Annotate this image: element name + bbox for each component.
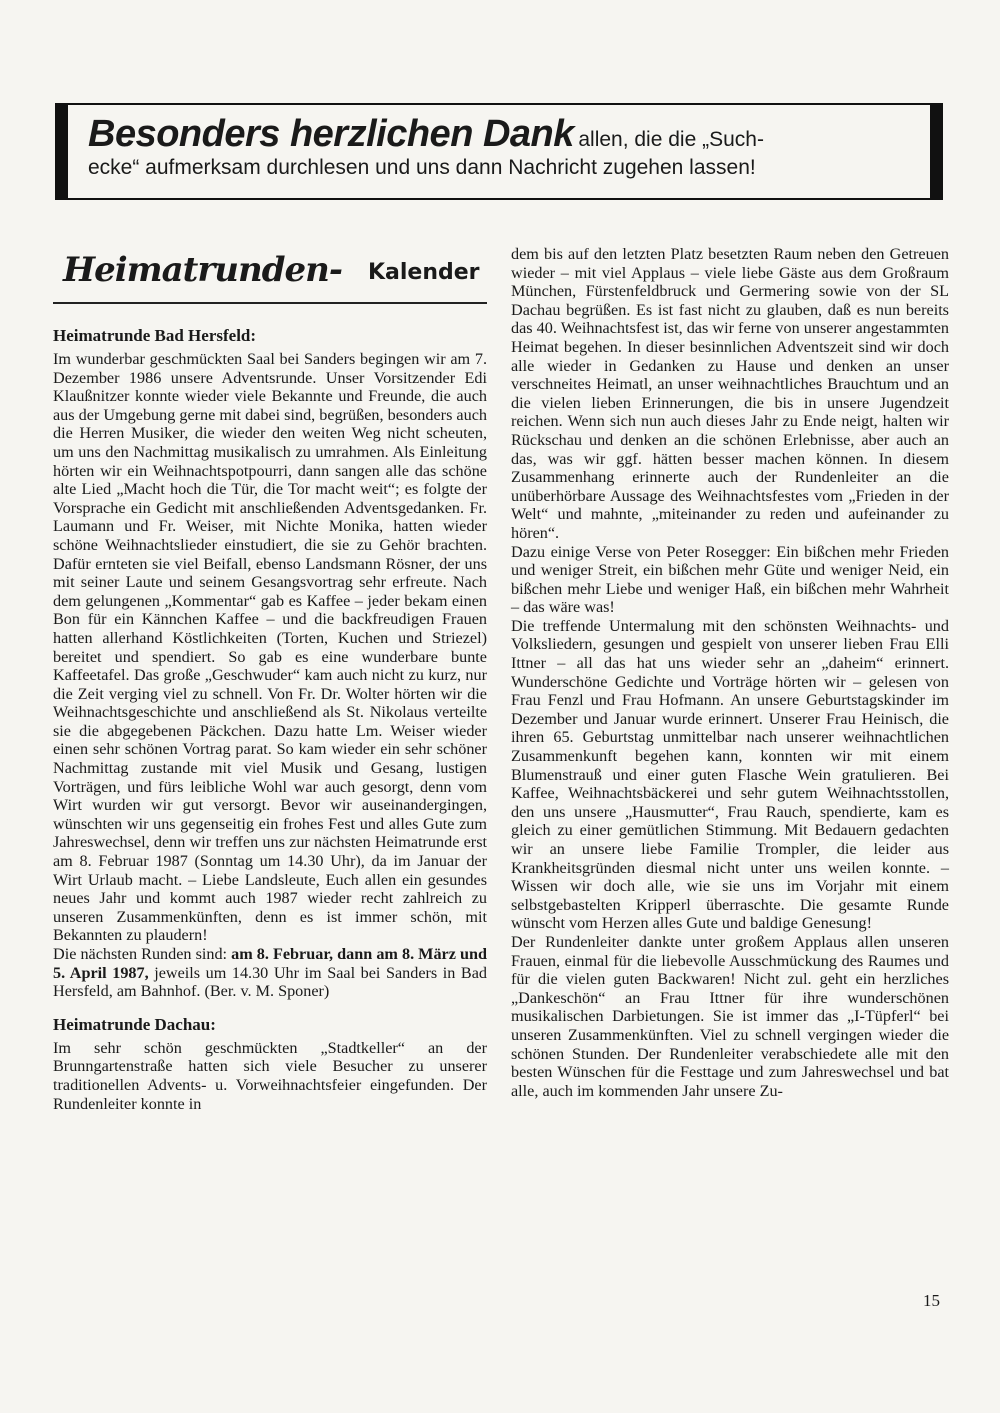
section-body-dachau-left: Im sehr schön geschmückten „Stadtkeller“ an der Brunngartenstraße hatten sich viele Besucher zu unserer traditionellen Advents- u. Vorweihnachtsfeier eingefunden. Der Rundenleiter konnte in	[53, 1038, 487, 1113]
next-meetings-dates: am 8. Februar, dann am 8. März und 5. April 1987,	[53, 945, 488, 982]
banner-line1: allen, die die „Such-	[578, 128, 764, 151]
next-meetings	[53, 945, 487, 1001]
dachau-paragraph-4: Der Rundenleiter dankte unter großem Applaus allen unseren Frauen, einmal für die liebevolle Ausschmückung des Raumes und für die vielen guten Backwaren! Nicht zul. geht ein herzliches „Dankeschön“ an Frau Ittner für ihre wunderschönen musikalischen Darbietungen. Sie ist immer das „I-Tüpferl“ bei unseren Zusammenkünften. Viel zu schnell vergingen wieder die schönen Stunden. Der Rundenleiter verabschiedete alle mit den besten Wünschen für die Festtage und zum Jahreswechsel und bat alle, auch im kommenden Jahr unsere Zu-	[511, 932, 949, 1100]
section-body-dachau-right: dem bis auf den letzten Platz besetzten Raum neben den Getreuen wieder – mit viel Applaus – viele liebe Gäste aus dem Großraum München, Fürstenfeldbruck und Germering sowie von der SL Dachau begrüßen. Es ist fast nicht zu glauben, daß es nun bereits das 40. Weihnachtsfest ist, das wir ferne von unserer angestammten Heimat begehen. In dieser besinnlichen Adventszeit sind wir doch alle wieder in Gedanken zu Hause und denken an unser verschneites Heimatl, an unser weihnachtliches Brauchtum und an die vielen lieben Erinnerungen, die bis in unsere Jugendzeit reichen. Wenn sich nun auch dieses Jahr zu Ende neigt, halten wir Rückschau und denken an die schönen Erlebnisse, aber auch an das, was wir ggf. hätten besser machen können. In diesem Zusammenhang erinnerte auch der Rundenleiter an die unüberhörbare Aussage des Weihnachtsfestes vom „Frieden in der Welt“ und mahnte, „miteinander zu reden und aufeinander zu hören“.	[511, 245, 949, 542]
thank-you-banner	[55, 103, 943, 200]
right-column	[511, 245, 949, 1100]
kalender-suffix: Kalender	[368, 260, 480, 285]
dachau-paragraph-3: Die treffende Untermalung mit den schönsten Weihnachts- und Volksliedern, gesungen und gespielt von unserer lieben Frau Elli Ittner – all das hat uns wieder sehr an „daheim“ erinnert. Wunderschöne Gedichte und Vorträge hörten wir – gelesen von Frau Fenzl und Frau Hofmann. An unsere Geburtstagskinder im Dezember und Januar wurde erinnert. Unserer Frau Heinisch, die ihren 65. Geburtstag unmittelbar nach unserer weihnachtlichen Zusammenkunft begehen kann, konnten wir mit einem Blumenstrauß und einer guten Flasche Wein gratulieren. Bei Kaffee, Weihnachtsbäckerei und sehr gutem Weihnachtsstollen, den uns unsere „Hausmutter“, Frau Rauch, spendierte, kam es gleich zu einer gemütlichen Stimmung. Mit Bedauern gedachten wir an unsere liebe Familie Trompler, die leider aus Krankheitsgründen diesmal nicht unter uns weilen konnte. – Wissen wir doch alle, wie sie uns im Vorjahr mit einem selbstgebastelten Kripperl überraschte. Die gesamte Runde wünscht vom Herzen alles Gute und baldige Genesung!	[511, 616, 949, 933]
left-column	[53, 240, 487, 1113]
next-meetings-pre: Die nächsten Runden sind:	[53, 945, 232, 963]
next-meetings-post: jeweils um 14.30 Uhr im Saal bei Sanders in Bad Hersfeld, am Bahnhof. (Ber. v. M. Sponer)	[53, 963, 487, 1001]
banner-line2: ecke“ aufmerksam durchlesen und uns dann Nachricht zugehen lassen!	[88, 156, 756, 179]
page-number: 15	[923, 1291, 940, 1310]
kalender-script-title: Heimatrunden-	[63, 250, 342, 290]
section-heading-dachau: Heimatrunde Dachau:	[53, 1014, 216, 1034]
rosegger-verse: Dazu einige Verse von Peter Rosegger: Ein bißchen mehr Frieden und weniger Streit, ein bißchen mehr Güte und weniger Neid, ein bißchen mehr Liebe und weniger Haß, ein bißchen mehr Wahrheit – das wäre was!	[511, 542, 949, 617]
section-body-bad-hersfeld: Im wunderbar geschmückten Saal bei Sanders begingen wir am 7. Dezember 1986 unsere Adventsrunde. Unser Vorsitzender Edi Klaußnitzer konnte wieder viele Bekannte und Freunde, die auch aus der Umgebung gerne mit dabei sind, begrüßen, besonders auch die Herren Musiker, die wieder den weiten Weg nicht scheuten, um uns den Nachmittag musikalisch zu umrahmen. Als Einleitung hörten wir ein Weihnachtspotpourri, dann sangen alle das schöne alte Lied „Macht hoch die Tür, die Tor macht weit“; es folgte der Vorsprache ein Gedicht mit anschließenden Adventsgedanken. Fr. Laumann und Fr. Weiser, mit Nichte Monika, hatten wieder schöne Weihnachtslieder einstudiert, die sie zu Gehör brachten. Dafür ernteten sie viel Beifall, ebenso Landsmann Rösner, der uns mit seiner Laute und seinem Gesangsvortrag sehr erfreute. Nach dem gelungenen „Kommentar“ gab es Kaffee – jeder bekam einen Bon für ein Kännchen Kaffee – und die backfreudigen Frauen hatten allerhand Köstlichkeiten (Torten, Kuchen und Striezel) bereitet und spendiert. So gab es eine wunderbare bunte Kaffeetafel. Das große „Geschwuder“ kam auch nicht zu kurz, nur die Zeit verging viel zu schnell. Von Fr. Dr. Wolter hörten wir die Weihnachtsgeschichte und anschließend als St. Nikolaus verteilte sie die abgegebenen Päckchen. Dazu hatte Lm. Weiser wieder einen sehr schönen Vortrag parat. So kam wieder ein sehr schöner Nachmittag zustande mit viel Musik und Gesang, lustigen Vorträgen, und fürs leibliche Wohl war auch gesorgt, denn vom Wirt wurden wir gut versorgt. Bevor wir auseinandergingen, wünschten wir uns gegenseitig ein frohes Fest und alles Gute zum Jahreswechsel, denn wir treffen uns zur nächsten Heimatrunde erst am 8. Februar 1987 (Sonntag um 14.30 Uhr), da im Januar der Wirt Urlaub macht. – Liebe Landsleute, Euch allen ein gesundes neues Jahr und kommt auch 1987 wieder recht zahlreich zu unseren Zusammenkünften, denn es ist immer schön, mit Bekannten zu plaudern!	[53, 350, 487, 945]
section-heading-bad-hersfeld: Heimatrunde Bad Hersfeld:	[53, 326, 257, 345]
banner-headline: Besonders herzlichen Dank	[88, 113, 574, 155]
kalender-title	[53, 240, 487, 304]
